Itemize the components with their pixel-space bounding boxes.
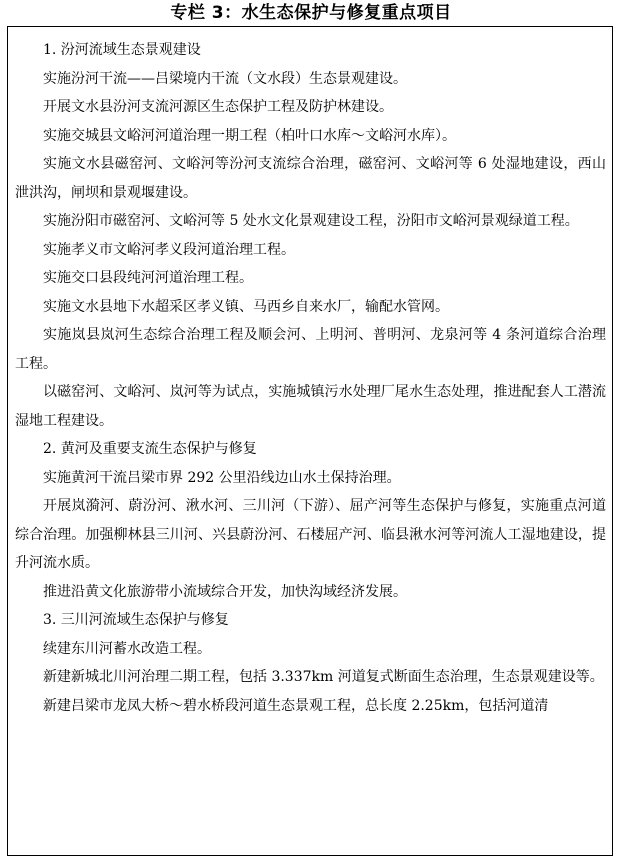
section-heading: 2. 黄河及重要支流生态保护与修复	[43, 441, 257, 457]
paragraph: 开展岚漪河、蔚汾河、湫水河、三川河（下游）、屈产河等生态保护与修复，实施重点河道综合治理。加强柳林县三川河、兴县蔚汾河、石楼屈产河、临县湫水河等河流人工湿地建设，提升河流水质。	[15, 498, 606, 571]
paragraph: 以磁窑河、文峪河、岚河等为试点，实施城镇污水处理厂尾水生态处理，推进配套人工潜流湿地工程建设。	[15, 384, 606, 429]
project-box	[7, 26, 613, 856]
paragraph: 实施黄河干流吕梁市界 292 公里沿线边山水土保持治理。	[43, 469, 401, 486]
paragraph: 实施交口县段纯河河道治理工程。	[43, 270, 253, 286]
section-heading: 1. 汾河流域生态景观建设	[43, 42, 201, 58]
paragraph: 实施岚县岚河生态综合治理工程及顺会河、上明河、普明河、龙泉河等 4 条河道综合治理工程。	[15, 327, 606, 372]
paragraph: 续建东川河蓄水改造工程。	[43, 640, 211, 657]
paragraph: 推进沿黄文化旅游带小流域综合开发，加快沟域经济发展。	[43, 583, 407, 600]
section-heading: 3. 三川河流域生态保护与修复	[43, 612, 229, 628]
paragraph: 新建吕梁市龙凤大桥～碧水桥段河道生态景观工程，总长度 2.25km，包括河道清	[43, 697, 549, 714]
paragraph: 实施汾阳市磁窑河、文峪河等 5 处水文化景观建设工程，汾阳市文峪河景观绿道工程。	[43, 213, 579, 229]
paragraph: 实施交城县文峪河河道治理一期工程（柏叶口水库～文峪河水库）。	[43, 127, 456, 144]
paragraph: 实施文水县地下水超采区孝义镇、马西乡自来水厂，输配水管网。	[43, 298, 449, 315]
page-title: 专栏 3：水生态保护与修复重点项目	[170, 3, 452, 23]
paragraph: 实施汾河干流——吕梁境内干流（文水段）生态景观建设。	[43, 70, 407, 87]
paragraph: 实施孝义市文峪河孝义段河道治理工程。	[43, 241, 295, 258]
paragraph: 开展文水县汾河支流河源区生态保护工程及防护林建设。	[43, 99, 393, 115]
paragraph: 新建新城北川河治理二期工程，包括 3.337km 河道复式断面生态治理，生态景观建设等。	[43, 669, 604, 685]
paragraph: 实施文水县磁窑河、文峪河等汾河支流综合治理，磁窑河、文峪河等 6 处湿地建设，西山泄洪沟，闸坝和景观堰建设。	[15, 156, 606, 201]
